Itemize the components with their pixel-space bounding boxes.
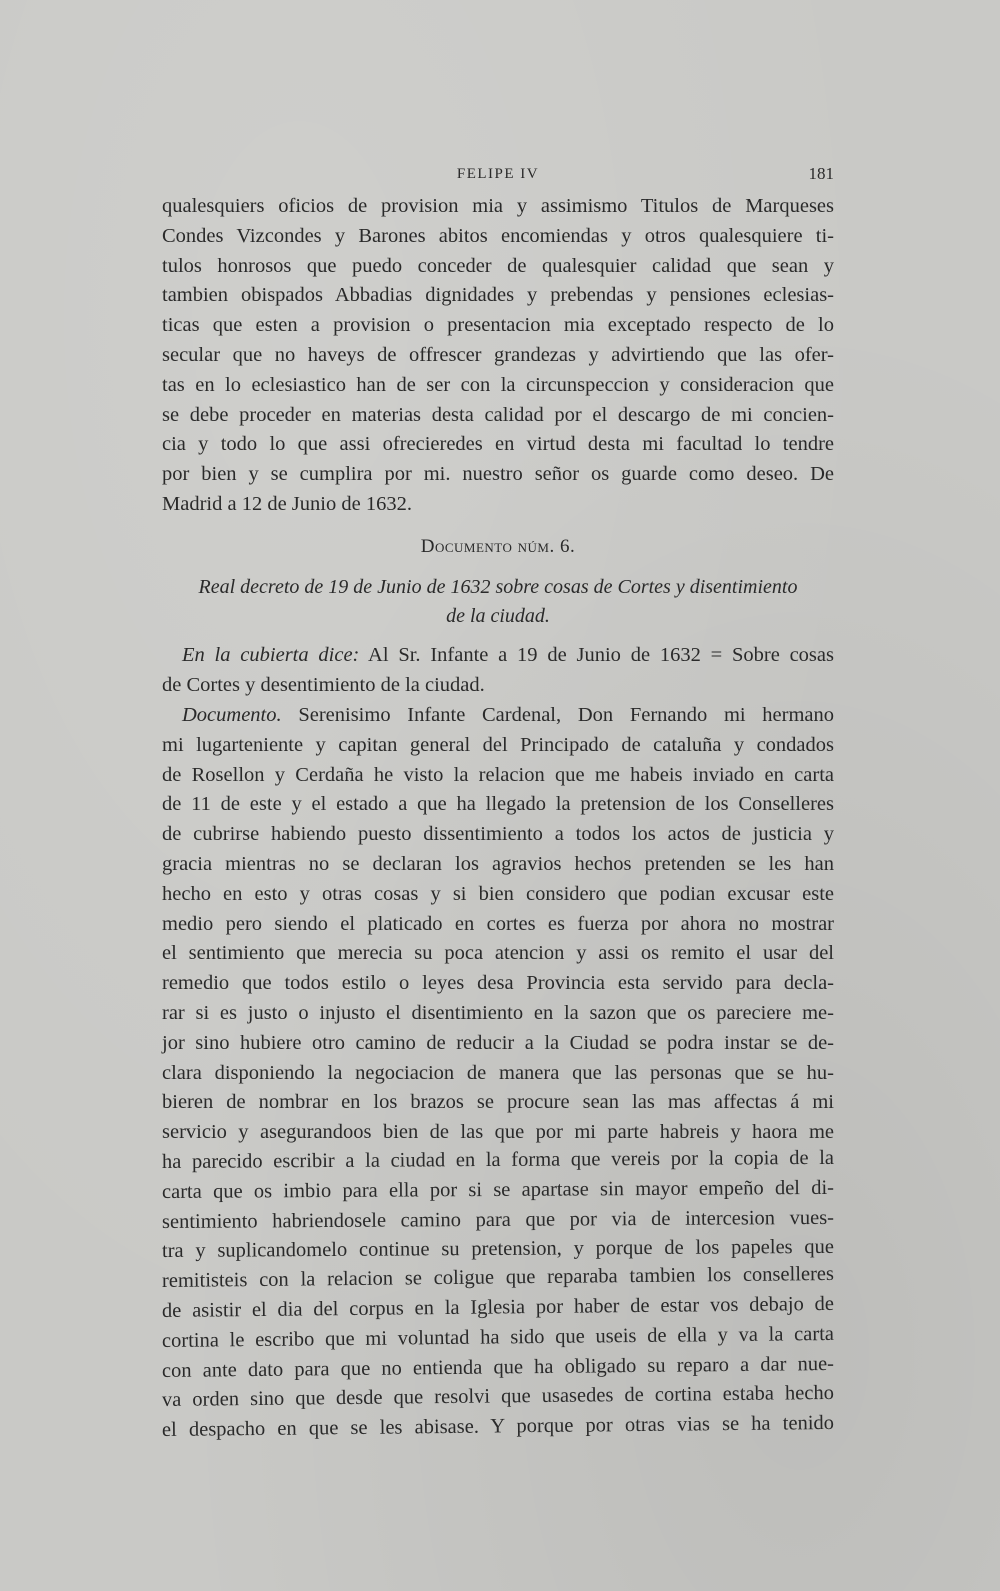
text-line: tas en lo eclesiastico han de ser con la circunspeccion y consideracion que — [162, 373, 834, 396]
text-line: se debe proceder en materias desta calidad por el descargo de mi concien- — [162, 403, 834, 426]
text-line: servicio y asegurandoos bien de las que por mi parte habreis y haora me — [162, 1121, 834, 1144]
page-number: 181 — [808, 164, 834, 183]
running-head: FELIPE IV — [456, 166, 540, 182]
page-header — [162, 164, 834, 188]
text-line: cia y todo lo que assi ofrecieredes en virtud desta mi facultad lo tendre — [162, 433, 834, 456]
text-line: carta que os imbio para ella por si se apartase sin mayor empeño del di- — [161, 1176, 835, 1203]
text-line: hecho en esto y otras cosas y si bien considero que podian excusar este — [162, 882, 834, 905]
text-line: jor sino hubiere otro camino de reducir a la Ciudad se podra instar se de- — [162, 1031, 834, 1054]
document-heading-label: Documento núm. — [420, 536, 555, 557]
text-line: remedio que todos estilo o leyes desa Provincia esta servido para decla- — [162, 972, 834, 995]
cover-note-text: Al Sr. Infante a 19 de Junio de 1632 = Sobre cosas — [359, 644, 834, 666]
text-line: de Cortes y desentimiento de la ciudad. — [162, 673, 485, 696]
paragraph-continued — [162, 192, 834, 520]
document-title — [162, 573, 834, 631]
text-line: de cubrirse habiendo puesto dissentimiento a todos los actos de justicia y — [162, 823, 834, 846]
text-line: mi lugarteniente y capitan general del Principado de cataluña y condados — [162, 733, 834, 756]
document-heading — [162, 536, 834, 558]
text-line: remitisteis con la relacion se coligue que reparaba tambien los conselleres — [161, 1263, 835, 1293]
text-line: tra y suplicandomelo continue su pretension, y porque de los papeles que — [161, 1236, 835, 1263]
text-line: gracia mientras no se declaran los agravios hechos pretenden se les han — [162, 852, 834, 875]
document-text: Serenisimo Infante Cardenal, Don Fernando mi hermano — [281, 704, 834, 726]
text-line: de 11 de este y el estado a que ha llegado la pretension de los Conselleres — [162, 793, 834, 816]
text-line: bieren de nombrar en los brazos se procure sean las mas affectas á mi — [162, 1091, 834, 1114]
cover-note-lead: En la cubierta dice: — [182, 644, 360, 666]
text-line: cortina le escribo que mi voluntad ha sido que useis de ella y va la carta — [161, 1322, 835, 1352]
text-line: el sentimiento que merecia su poca atencion y assi os remito el usar del — [162, 942, 834, 965]
text-line: el despacho en que se les abisase. Y porque por otras vias se ha tenido — [161, 1412, 835, 1442]
text-line: tulos honrosos que puedo conceder de qualesquier calidad que sean y — [162, 254, 834, 277]
paragraph-cover-note — [162, 641, 834, 701]
text-line: de asistir el dia del corpus en la Iglesia por haber de estar vos debajo de — [161, 1292, 835, 1322]
text-line: qualesquiers oficios de provision mia y assimismo Titulos de Marqueses — [162, 195, 834, 217]
text-line: de Rosellon y Cerdaña he visto la relacion que me habeis inviado en carta — [162, 763, 834, 786]
text-line — [162, 701, 834, 731]
text-line: rar si es justo o injusto el disentimiento en la sazon que os pareciere me- — [162, 1001, 834, 1024]
text-line: con ante dato para que no entienda que ha obligado su reparo a dar nue- — [161, 1352, 835, 1382]
text-line: Madrid a 12 de Junio de 1632. — [162, 492, 412, 515]
text-line: medio pero siendo el platicado en cortes es fuerza por ahora no mostrar — [162, 912, 834, 935]
document-lead: Documento. — [182, 704, 282, 726]
text-line: por bien y se cumplira por mi. nuestro señor os guarde como deseo. De — [162, 463, 834, 486]
text-line: sentimiento habriendosele camino para que por via de intercesion vues- — [161, 1206, 835, 1233]
document-title-line: de la ciudad. — [446, 605, 550, 627]
text-line: clara disponiendo la negociacion de manera que las personas que se hu- — [162, 1061, 834, 1084]
document-title-line: Real decreto de 19 de Junio de 1632 sobre cosas de Cortes y disentimiento — [198, 576, 798, 598]
text-line: tambien obispados Abbadias dignidades y prebendas y pensiones eclesias- — [162, 284, 834, 307]
text-line — [162, 641, 834, 671]
text-line: Condes Vizcondes y Barones abitos encomiendas y otros qualesquiere ti- — [162, 224, 834, 247]
text-line: secular que no haveys de offrescer grandezas y advirtiendo que las ofer- — [162, 343, 834, 366]
document-heading-number: 6. — [560, 536, 576, 557]
text-line: va orden sino que desde que resolvi que usasedes de cortina estaba hecho — [161, 1382, 835, 1412]
text-line: ha parecido escribir a la ciudad en la forma que vereis por la copia de la — [161, 1146, 835, 1173]
paragraph-document — [162, 701, 834, 1446]
text-line: ticas que esten a provision o presentacion mia exceptado respecto de lo — [162, 314, 834, 337]
